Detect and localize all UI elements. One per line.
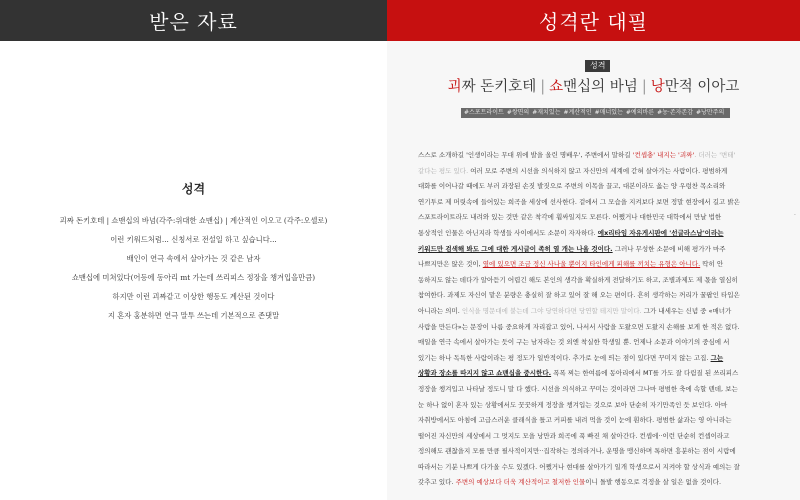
text-segment: 통상적인 인물은 아닌지라 학생들 사이에서도 소문이 자자하다.	[418, 228, 598, 237]
title-initial: 쇼	[549, 79, 564, 95]
text-segment: 이니 돌발 행동으로 걱정을 살 일은 없을 것이다.	[585, 478, 722, 487]
article-line	[418, 210, 775, 226]
article-line	[418, 444, 775, 460]
received-material-header: 받은 자료	[0, 0, 387, 41]
keyword-tags	[461, 108, 730, 118]
article-line	[418, 429, 775, 445]
text-segment: 갖추고 있다.	[418, 478, 456, 487]
text-segment: 연기투로 제 머릿속에 들어있는 희곡을 세상에 선사한다. 겉에서 그 모습을 지켜보다 보면 정말 현장에서 길고 밝은	[418, 197, 740, 206]
article-line	[418, 335, 775, 351]
text-segment: 대화를 이어나갈 때에도 부러 과장된 손짓 발짓으로 주변의 이목을 끌고, 대본이라도 옳는 양 우렁찬 목소리와	[418, 182, 726, 191]
highlighted-text: 주변의 예상보다 더욱 계산적이고 철저한 인물	[455, 478, 586, 487]
highlighted-text: 상황과 장소를 따지지 않고 쇼맨십을 중시한다.	[418, 369, 552, 378]
received-material-lines	[0, 211, 387, 325]
text-segment: 동하지도 않는 데다가 알아듣기 어렵긴 해도 본인의 생각을 확실하게 전달하기도 하고, 조별과제도 제 몫을 열심히	[418, 275, 738, 284]
text-segment: 눈 하나 없이 혼자 있는 상황에서도 꿋꿋하게 정장을 챙겨입는 것으로 보아 단순히 자기만족인 듯 보인다. 아마	[418, 400, 728, 409]
received-line: 이런 키워드처럼... 신칭서로 전설일 하고 싶습니다...	[110, 235, 277, 244]
text-segment: 있기는 하나 독특한 사람이라는 평 정도가 일반적이다. 추가로 눈에 띄는 점이 있다면 꾸미지 않는 고집.	[418, 353, 711, 362]
article-line	[418, 288, 775, 304]
highlighted-text: 에x리타임 자유게시판에 '선글라스남'이라는	[597, 228, 724, 237]
article-line	[418, 273, 775, 289]
tag: #매너있는	[594, 109, 623, 116]
article-line	[418, 195, 775, 211]
article-line	[418, 320, 775, 336]
text-segment: 스스로 소개하길 '인생이라는 무대 위에 발을 올린 명배우', 주변에서 말하길	[418, 151, 633, 159]
tag: #예의바른	[625, 109, 655, 116]
received-line: 쇼맨십에 미쳐있다(어등에 동아리 mt 가는데 쓰리피스 정장을 챙겨입을만큼)	[71, 273, 316, 282]
highlighted-text: '컨셉충' 내지는 '괴짜'	[632, 151, 695, 159]
article-line	[418, 148, 775, 164]
received-material-panel	[0, 0, 387, 500]
article-line	[418, 179, 775, 195]
text-segment: 나쁘지만은 않은 것이,	[418, 260, 483, 269]
article-line	[418, 398, 775, 414]
text-segment: 아니라는 의미.	[418, 306, 462, 315]
article-line	[418, 413, 775, 429]
text-segment: 스포트라이트라도 내려와 있는 것만 같은 착각에 휩싸일지도 모른다. 어쨌거나 대한민국 대학에서 만날 법한	[418, 213, 722, 222]
highlighted-text: 키워드만 검색해 봐도 그에 대한 게시글이 족히 열 개는 나올 것이다.	[418, 244, 613, 253]
title-part: 짜 돈키호테	[461, 79, 537, 95]
text-segment: 폭폭 찌는 한여름에 동아리에서 MT를 가도 잘 다림질 된 쓰리피스	[551, 369, 739, 378]
received-line: 괴짜 돈키호테 | 쇼맨십의 바넘(각주:위대한 쇼맨십) | 계산적인 이오고 (각주:오셀로)	[59, 216, 328, 225]
article-line	[418, 257, 775, 273]
tag: #재치있는	[532, 109, 561, 116]
article-line	[418, 226, 775, 242]
highlighted-text: 옆에 있으면 조금 정신 사나울 뿐이지 타인에게 피해를 끼치는 유형은 아니다.	[482, 260, 701, 269]
title-initial: 괴	[447, 79, 462, 95]
section-badge: 성격	[585, 60, 610, 72]
title-part: 만적 이아고	[664, 79, 740, 95]
article-line	[418, 164, 775, 180]
title-part: 맨십의 바넘	[563, 79, 638, 95]
text-segment: 떨어진 자신만의 세상에서 그 멋지도 모을 낭만과 희곡에 푹 빠진 채 살아간다. 컨셉에··이런 단순히 컨셉이라고	[418, 431, 730, 440]
highlighted-text: 그는	[710, 353, 724, 362]
article-line	[418, 366, 775, 382]
article-line	[418, 304, 775, 320]
highlighted-text: 같다는 평도 있다.	[418, 166, 469, 175]
title-initial: 낭	[650, 79, 665, 95]
text-segment: 매일을 연극 속에서 살아가는 듯이 구는 남자라는 것 외엔 착실한 학생일 뿐. 언제나 소문과 이야기의 중심에 서	[418, 338, 730, 347]
text-segment: 정장을 챙겨입고 나타날 정도니 말 다 했다. 시선을 의식하고 꾸미는 것이라면 그나마 평범한 축에 속할 텐데, 보는	[418, 384, 738, 393]
article-line	[418, 382, 775, 398]
article-line	[418, 351, 775, 367]
tag: #계산적인	[563, 109, 592, 116]
tag: #농·존자존감	[657, 109, 694, 116]
received-material-title: 성격	[181, 182, 206, 196]
text-segment: 사람을 만든다»는 문장이 나름 중요하게 자리잡고 있어, 나서서 사람을 도왔으면 도왔지 손해를 보게 한 적은 없다.	[418, 322, 740, 331]
tag: #스포트라이트	[464, 109, 504, 116]
tag: #쌍면의	[506, 109, 530, 116]
received-line: 하지만 이런 괴짜같고 이상한 행동도 계산된 것이다	[112, 292, 275, 301]
highlighted-text: 인식을 명문대에 붙는데 그야 당연하다면 당연할 테지만 말이다.	[461, 306, 642, 315]
article-line	[418, 242, 775, 258]
text-segment: 딱히 안	[700, 260, 724, 269]
article-line	[418, 460, 775, 476]
text-segment: 정의해도 괜찮을지 모를 만큼 필사적이지만··집작하는 정의라거나, 운명을 맹신하며 톡하면 흥분하는 점이 시람에	[418, 447, 736, 456]
title-separator: |	[641, 79, 647, 95]
ghostwritten-personality-panel	[387, 0, 800, 500]
received-line: 배인이 연극 속에서 살아가는 것 같은 남자	[126, 254, 261, 263]
text-segment: 그러나 무성한 소문에 비해 평가가 마주	[612, 244, 726, 253]
text-segment: 자취방에서도 아침에 고급스러운 클래식을 틀고 커피를 내려 먹을 것이 눈에 훤하다. 평범한 삶과는 영 아니라는	[418, 416, 732, 425]
article-title	[387, 75, 800, 96]
article-body	[418, 148, 775, 491]
text-segment: 그가 내세우는 신념 중 «매너가	[641, 306, 732, 315]
text-segment: 따라서는 기분 나쁘게 다가올 수도 있겠다. 어쨌거나 현대를 살아가기 일개 학생으로서 지켜야 할 상식과 예의는 잘	[418, 462, 740, 471]
received-line: 지 혼자 홍분하면 연극 말투 쓰는데 기본적으로 존댓말	[107, 311, 280, 320]
title-separator: |	[540, 79, 546, 95]
ghostwritten-header: 성격란 대필	[387, 0, 800, 41]
tag: #낭만주의	[696, 109, 725, 116]
scroll-indicator-icon: ·	[794, 212, 796, 219]
highlighted-text: . 더러는 '변태'	[694, 151, 736, 159]
article-line	[418, 475, 775, 491]
text-segment: 여러 모로 주변의 시선을 의식하지 않고 자신만의 세계에 갇혀 살아가는 사람이다. 평범하게	[468, 166, 728, 175]
text-segment: 참여한다. 과제도 자신이 맡은 분량은 충실히 잘 하고 있어 잘 해 오는 편이다. 흔히 생각하는 꺼리가 꿀팝인 타입은	[418, 291, 740, 300]
